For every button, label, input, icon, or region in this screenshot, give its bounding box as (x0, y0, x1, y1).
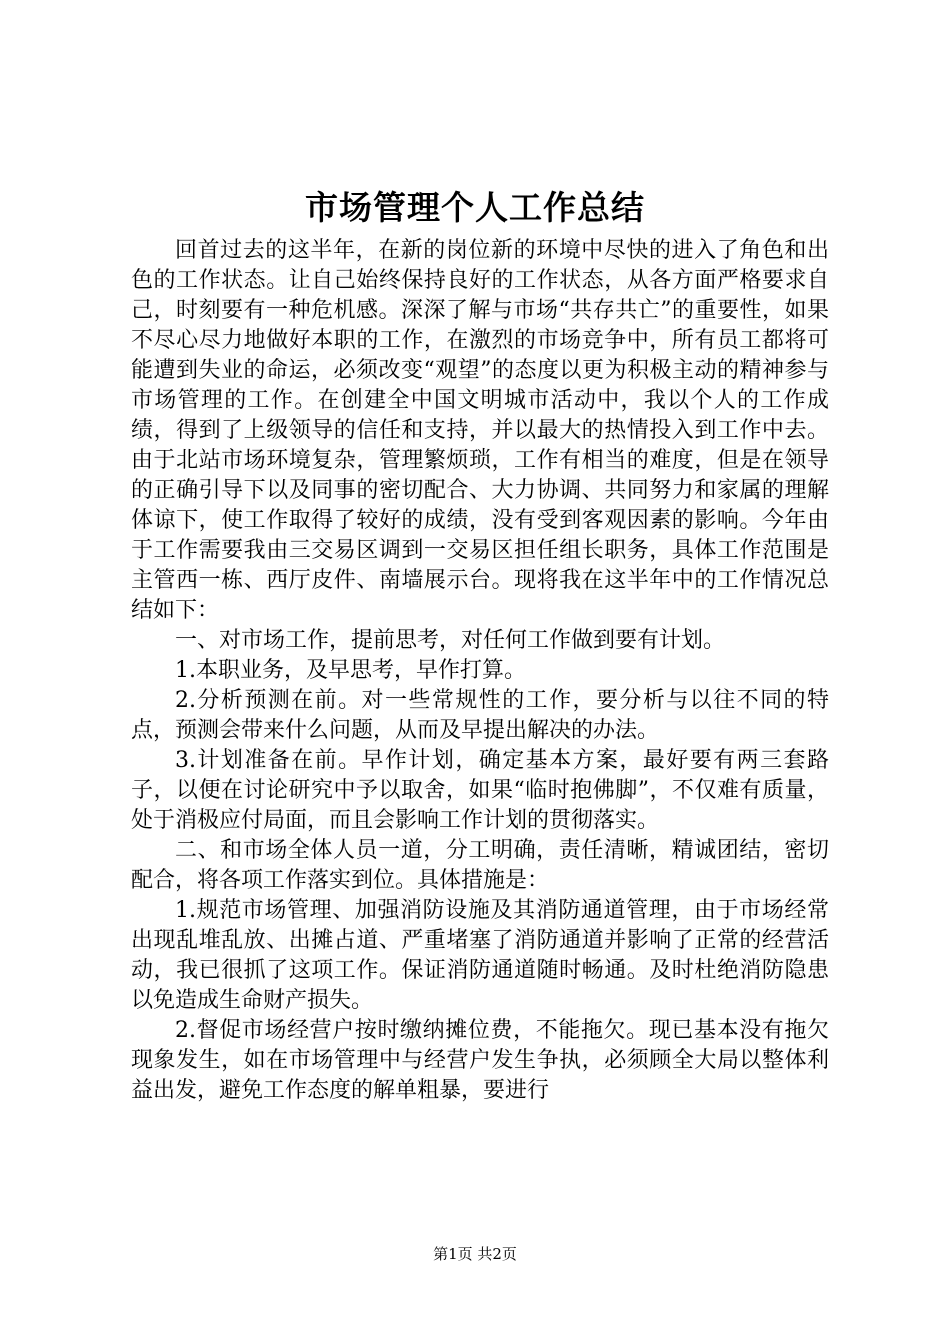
page-title: 市场管理个人工作总结 (305, 188, 645, 227)
body-paragraph: 1.规范市场管理、加强消防设施及其消防通道管理，由于市场经常出现乱堆乱放、出摊占道、严重堵塞了消防通道并影响了正常的经营活动，我已很抓了这项工作。保证消防通道随时畅通。及时杜绝消防隐患以免造成生命财产损失。 (131, 898, 829, 1013)
document-body (131, 236, 829, 1106)
body-paragraph: 1.本职业务，及早思考，早作打算。 (175, 658, 526, 683)
body-paragraph: 一、对市场工作，提前思考，对任何工作做到要有计划。 (175, 628, 726, 653)
body-paragraph: 二、和市场全体人员一道，分工明确，责任清晰，精诚团结，密切配合，将各项工作落实到位。具体措施是： (131, 838, 829, 893)
body-paragraph: 3.计划准备在前。早作计划，确定基本方案，最好要有两三套路子，以便在讨论研究中予以取舍，如果“临时抱佛脚”，不仅难有质量，处于消极应付局面，而且会影响工作计划的贯彻落实。 (131, 748, 829, 833)
page-number-footer: 第1页 共2页 (433, 1245, 517, 1263)
body-paragraph: 回首过去的这半年，在新的岗位新的环境中尽快的进入了角色和出色的工作状态。让自己始终保持良好的工作状态，从各方面严格要求自己，时刻要有一种危机感。深深了解与市场“共存共亡”的重要性，如果不尽心尽力地做好本职的工作，在激烈的市场竞争中，所有员工都将可能遭到失业的命运，必须改变“观望”的态度以更为积极主动的精神参与市场管理的工作。在创建全中国文明城市活动中，我以个人的工作成绩，得到了上级领导的信任和支持，并以最大的热情投入到工作中去。由于北站市场环境复杂，管理繁烦琐，工作有相当的难度，但是在领导的正确引导下以及同事的密切配合、大力协调、共同努力和家属的理解体谅下，使工作取得了较好的成绩，没有受到客观因素的影响。今年由于工作需要我由三交易区调到一交易区担任组长职务，具体工作范围是主管西一栋、西厅皮件、南墙展示台。现将我在这半年中的工作情况总结如下： (131, 238, 829, 623)
body-paragraph: 2.督促市场经营户按时缴纳摊位费，不能拖欠。现已基本没有拖欠现象发生，如在市场管理中与经营户发生争执，必须顾全大局以整体利益出发，避免工作态度的解单粗暴，要进行 (131, 1018, 829, 1103)
body-paragraph: 2.分析预测在前。对一些常规性的工作，要分析与以往不同的特点，预测会带来什么问题，从而及早提出解决的办法。 (131, 688, 829, 743)
